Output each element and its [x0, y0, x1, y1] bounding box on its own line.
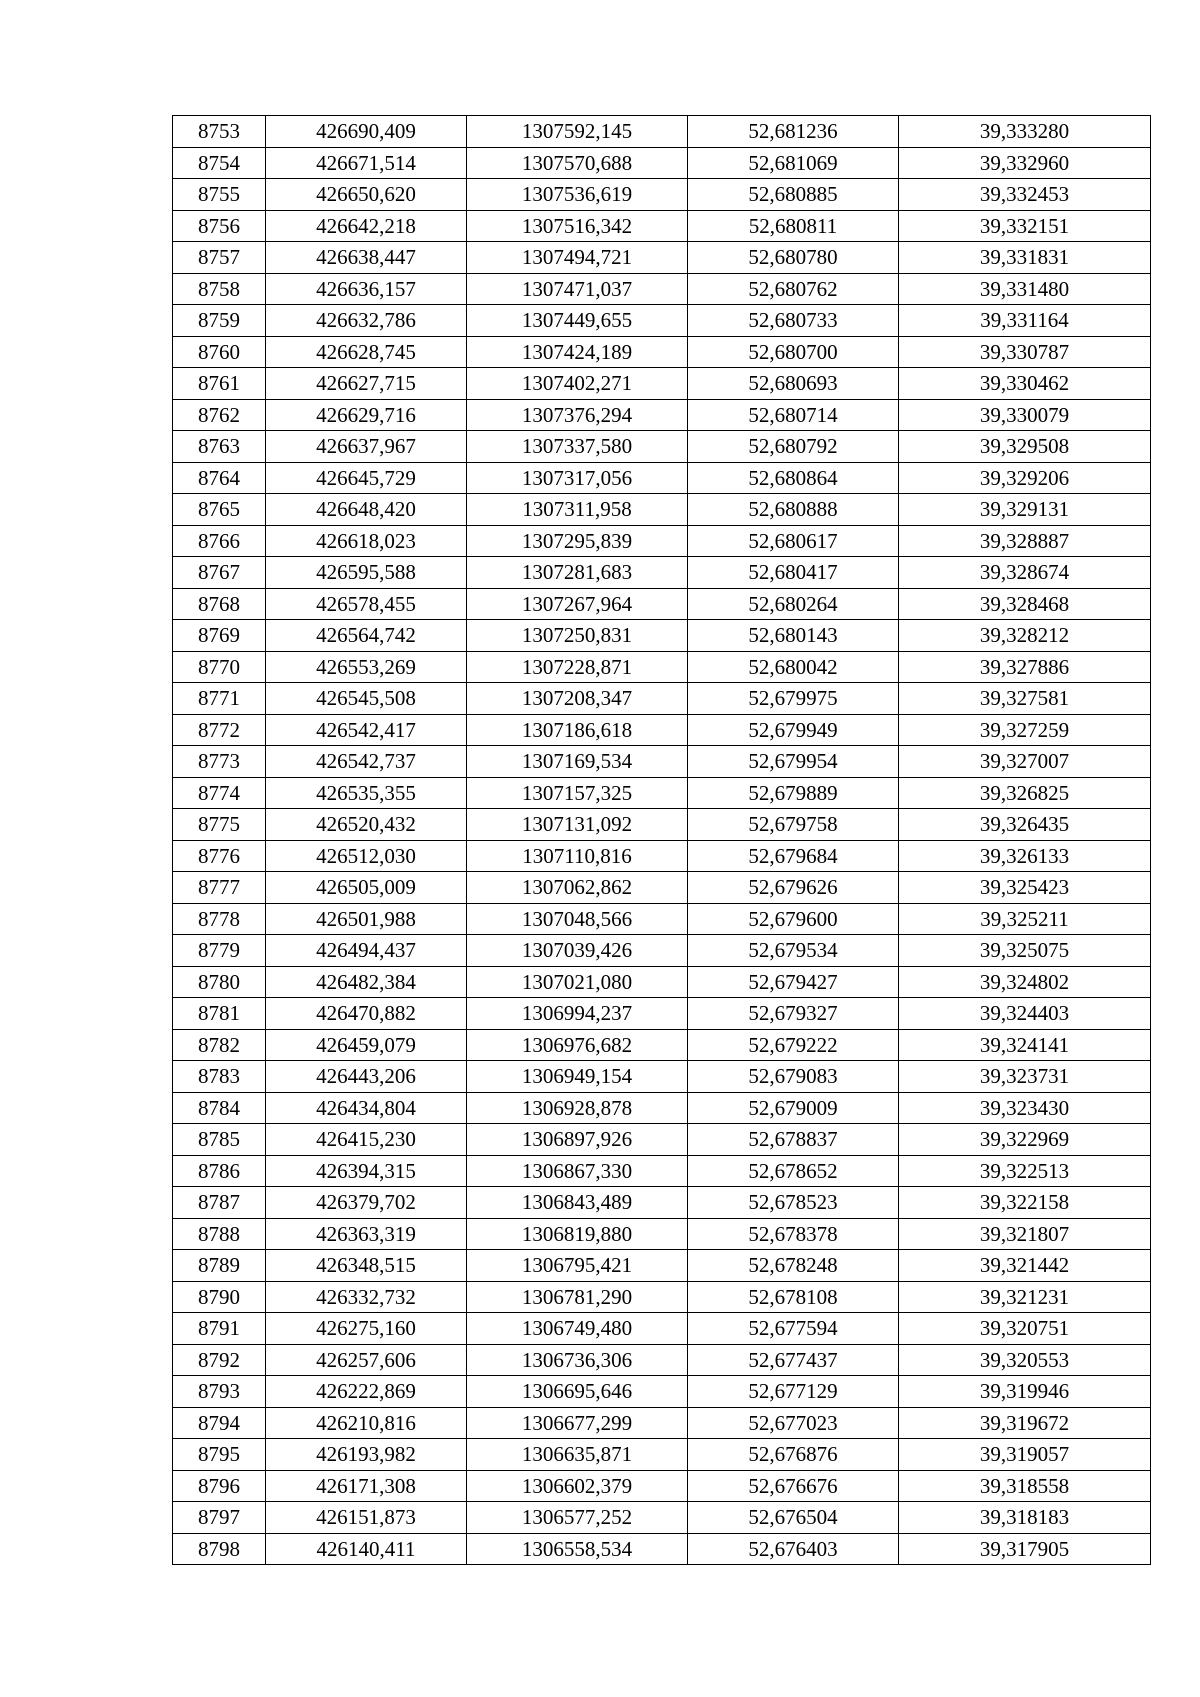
- latitude-cell: 52,679427: [688, 966, 899, 998]
- latitude-cell: 52,676876: [688, 1439, 899, 1471]
- latitude-cell: 52,680700: [688, 336, 899, 368]
- y-coordinate-cell: 1307317,056: [467, 462, 688, 494]
- longitude-cell: 39,324403: [899, 998, 1151, 1030]
- x-coordinate-cell: 426140,411: [266, 1533, 467, 1565]
- x-coordinate-cell: 426628,745: [266, 336, 467, 368]
- y-coordinate-cell: 1307592,145: [467, 116, 688, 148]
- y-coordinate-cell: 1307169,534: [467, 746, 688, 778]
- latitude-cell: 52,679327: [688, 998, 899, 1030]
- longitude-cell: 39,327007: [899, 746, 1151, 778]
- x-coordinate-cell: 426545,508: [266, 683, 467, 715]
- longitude-cell: 39,325211: [899, 903, 1151, 935]
- y-coordinate-cell: 1306749,480: [467, 1313, 688, 1345]
- point-number-cell: 8776: [173, 840, 266, 872]
- point-number-cell: 8756: [173, 210, 266, 242]
- table-row: [173, 1092, 1151, 1124]
- coordinates-table: [172, 115, 1151, 1565]
- longitude-cell: 39,327259: [899, 714, 1151, 746]
- latitude-cell: 52,680888: [688, 494, 899, 526]
- latitude-cell: 52,677594: [688, 1313, 899, 1345]
- table-row: [173, 777, 1151, 809]
- y-coordinate-cell: 1307228,871: [467, 651, 688, 683]
- point-number-cell: 8798: [173, 1533, 266, 1565]
- point-number-cell: 8787: [173, 1187, 266, 1219]
- table-row: [173, 1344, 1151, 1376]
- x-coordinate-cell: 426642,218: [266, 210, 467, 242]
- x-coordinate-cell: 426482,384: [266, 966, 467, 998]
- point-number-cell: 8792: [173, 1344, 266, 1376]
- point-number-cell: 8771: [173, 683, 266, 715]
- table-row: [173, 336, 1151, 368]
- table-row: [173, 242, 1151, 274]
- x-coordinate-cell: 426564,742: [266, 620, 467, 652]
- y-coordinate-cell: 1307131,092: [467, 809, 688, 841]
- x-coordinate-cell: 426520,432: [266, 809, 467, 841]
- x-coordinate-cell: 426257,606: [266, 1344, 467, 1376]
- x-coordinate-cell: 426459,079: [266, 1029, 467, 1061]
- point-number-cell: 8797: [173, 1502, 266, 1534]
- table-row: [173, 746, 1151, 778]
- longitude-cell: 39,332453: [899, 179, 1151, 211]
- latitude-cell: 52,680143: [688, 620, 899, 652]
- latitude-cell: 52,677129: [688, 1376, 899, 1408]
- latitude-cell: 52,680885: [688, 179, 899, 211]
- x-coordinate-cell: 426618,023: [266, 525, 467, 557]
- point-number-cell: 8793: [173, 1376, 266, 1408]
- longitude-cell: 39,331164: [899, 305, 1151, 337]
- table-row: [173, 462, 1151, 494]
- y-coordinate-cell: 1306994,237: [467, 998, 688, 1030]
- latitude-cell: 52,680714: [688, 399, 899, 431]
- point-number-cell: 8786: [173, 1155, 266, 1187]
- point-number-cell: 8795: [173, 1439, 266, 1471]
- y-coordinate-cell: 1307250,831: [467, 620, 688, 652]
- longitude-cell: 39,321807: [899, 1218, 1151, 1250]
- table-row: [173, 620, 1151, 652]
- latitude-cell: 52,679083: [688, 1061, 899, 1093]
- x-coordinate-cell: 426629,716: [266, 399, 467, 431]
- latitude-cell: 52,681069: [688, 147, 899, 179]
- point-number-cell: 8789: [173, 1250, 266, 1282]
- point-number-cell: 8758: [173, 273, 266, 305]
- point-number-cell: 8775: [173, 809, 266, 841]
- latitude-cell: 52,680864: [688, 462, 899, 494]
- table-row: [173, 1029, 1151, 1061]
- latitude-cell: 52,680762: [688, 273, 899, 305]
- longitude-cell: 39,324141: [899, 1029, 1151, 1061]
- latitude-cell: 52,678523: [688, 1187, 899, 1219]
- point-number-cell: 8757: [173, 242, 266, 274]
- longitude-cell: 39,322158: [899, 1187, 1151, 1219]
- point-number-cell: 8765: [173, 494, 266, 526]
- y-coordinate-cell: 1306635,871: [467, 1439, 688, 1471]
- x-coordinate-cell: 426434,804: [266, 1092, 467, 1124]
- longitude-cell: 39,329131: [899, 494, 1151, 526]
- latitude-cell: 52,680780: [688, 242, 899, 274]
- table-row: [173, 588, 1151, 620]
- x-coordinate-cell: 426671,514: [266, 147, 467, 179]
- longitude-cell: 39,329206: [899, 462, 1151, 494]
- latitude-cell: 52,677023: [688, 1407, 899, 1439]
- y-coordinate-cell: 1306928,878: [467, 1092, 688, 1124]
- longitude-cell: 39,330787: [899, 336, 1151, 368]
- y-coordinate-cell: 1306843,489: [467, 1187, 688, 1219]
- point-number-cell: 8754: [173, 147, 266, 179]
- point-number-cell: 8762: [173, 399, 266, 431]
- y-coordinate-cell: 1307295,839: [467, 525, 688, 557]
- longitude-cell: 39,332151: [899, 210, 1151, 242]
- x-coordinate-cell: 426151,873: [266, 1502, 467, 1534]
- table-row: [173, 872, 1151, 904]
- longitude-cell: 39,328468: [899, 588, 1151, 620]
- y-coordinate-cell: 1307449,655: [467, 305, 688, 337]
- x-coordinate-cell: 426275,160: [266, 1313, 467, 1345]
- table-row: [173, 305, 1151, 337]
- longitude-cell: 39,328887: [899, 525, 1151, 557]
- latitude-cell: 52,679889: [688, 777, 899, 809]
- y-coordinate-cell: 1307337,580: [467, 431, 688, 463]
- table-row: [173, 1061, 1151, 1093]
- latitude-cell: 52,679600: [688, 903, 899, 935]
- point-number-cell: 8781: [173, 998, 266, 1030]
- x-coordinate-cell: 426637,967: [266, 431, 467, 463]
- y-coordinate-cell: 1307110,816: [467, 840, 688, 872]
- x-coordinate-cell: 426638,447: [266, 242, 467, 274]
- latitude-cell: 52,680417: [688, 557, 899, 589]
- y-coordinate-cell: 1307494,721: [467, 242, 688, 274]
- longitude-cell: 39,328212: [899, 620, 1151, 652]
- point-number-cell: 8774: [173, 777, 266, 809]
- x-coordinate-cell: 426648,420: [266, 494, 467, 526]
- longitude-cell: 39,318183: [899, 1502, 1151, 1534]
- table-row: [173, 1439, 1151, 1471]
- latitude-cell: 52,680693: [688, 368, 899, 400]
- y-coordinate-cell: 1306781,290: [467, 1281, 688, 1313]
- y-coordinate-cell: 1307536,619: [467, 179, 688, 211]
- table-row: [173, 273, 1151, 305]
- table-row: [173, 179, 1151, 211]
- table-row: [173, 368, 1151, 400]
- table-row: [173, 147, 1151, 179]
- longitude-cell: 39,326435: [899, 809, 1151, 841]
- point-number-cell: 8760: [173, 336, 266, 368]
- table-row: [173, 1218, 1151, 1250]
- x-coordinate-cell: 426512,030: [266, 840, 467, 872]
- table-row: [173, 1281, 1151, 1313]
- latitude-cell: 52,680042: [688, 651, 899, 683]
- latitude-cell: 52,676403: [688, 1533, 899, 1565]
- table-row: [173, 1376, 1151, 1408]
- latitude-cell: 52,680792: [688, 431, 899, 463]
- latitude-cell: 52,679758: [688, 809, 899, 841]
- latitude-cell: 52,679626: [688, 872, 899, 904]
- point-number-cell: 8777: [173, 872, 266, 904]
- point-number-cell: 8769: [173, 620, 266, 652]
- y-coordinate-cell: 1306819,880: [467, 1218, 688, 1250]
- x-coordinate-cell: 426690,409: [266, 116, 467, 148]
- y-coordinate-cell: 1306795,421: [467, 1250, 688, 1282]
- table-row: [173, 1407, 1151, 1439]
- table-row: [173, 1533, 1151, 1565]
- table-row: [173, 840, 1151, 872]
- table-row: [173, 1124, 1151, 1156]
- point-number-cell: 8780: [173, 966, 266, 998]
- table-row: [173, 651, 1151, 683]
- latitude-cell: 52,679975: [688, 683, 899, 715]
- table-row: [173, 1187, 1151, 1219]
- longitude-cell: 39,326133: [899, 840, 1151, 872]
- longitude-cell: 39,325423: [899, 872, 1151, 904]
- point-number-cell: 8770: [173, 651, 266, 683]
- point-number-cell: 8768: [173, 588, 266, 620]
- longitude-cell: 39,327581: [899, 683, 1151, 715]
- latitude-cell: 52,678837: [688, 1124, 899, 1156]
- y-coordinate-cell: 1306897,926: [467, 1124, 688, 1156]
- y-coordinate-cell: 1306949,154: [467, 1061, 688, 1093]
- table-row: [173, 1155, 1151, 1187]
- longitude-cell: 39,318558: [899, 1470, 1151, 1502]
- point-number-cell: 8778: [173, 903, 266, 935]
- latitude-cell: 52,678108: [688, 1281, 899, 1313]
- latitude-cell: 52,680264: [688, 588, 899, 620]
- point-number-cell: 8794: [173, 1407, 266, 1439]
- table-row: [173, 935, 1151, 967]
- y-coordinate-cell: 1307570,688: [467, 147, 688, 179]
- table-row: [173, 1313, 1151, 1345]
- latitude-cell: 52,676676: [688, 1470, 899, 1502]
- x-coordinate-cell: 426535,355: [266, 777, 467, 809]
- table-row: [173, 966, 1151, 998]
- latitude-cell: 52,679954: [688, 746, 899, 778]
- point-number-cell: 8753: [173, 116, 266, 148]
- point-number-cell: 8772: [173, 714, 266, 746]
- longitude-cell: 39,321231: [899, 1281, 1151, 1313]
- x-coordinate-cell: 426379,702: [266, 1187, 467, 1219]
- table-row: [173, 1502, 1151, 1534]
- point-number-cell: 8779: [173, 935, 266, 967]
- latitude-cell: 52,679534: [688, 935, 899, 967]
- x-coordinate-cell: 426645,729: [266, 462, 467, 494]
- x-coordinate-cell: 426222,869: [266, 1376, 467, 1408]
- latitude-cell: 52,680811: [688, 210, 899, 242]
- y-coordinate-cell: 1307267,964: [467, 588, 688, 620]
- point-number-cell: 8759: [173, 305, 266, 337]
- longitude-cell: 39,322969: [899, 1124, 1151, 1156]
- longitude-cell: 39,330079: [899, 399, 1151, 431]
- longitude-cell: 39,321442: [899, 1250, 1151, 1282]
- x-coordinate-cell: 426627,715: [266, 368, 467, 400]
- latitude-cell: 52,678378: [688, 1218, 899, 1250]
- table-row: [173, 399, 1151, 431]
- y-coordinate-cell: 1307471,037: [467, 273, 688, 305]
- table-row: [173, 210, 1151, 242]
- latitude-cell: 52,678652: [688, 1155, 899, 1187]
- longitude-cell: 39,319946: [899, 1376, 1151, 1408]
- x-coordinate-cell: 426542,417: [266, 714, 467, 746]
- table-row: [173, 714, 1151, 746]
- y-coordinate-cell: 1306602,379: [467, 1470, 688, 1502]
- x-coordinate-cell: 426595,588: [266, 557, 467, 589]
- point-number-cell: 8783: [173, 1061, 266, 1093]
- table-row: [173, 903, 1151, 935]
- y-coordinate-cell: 1307311,958: [467, 494, 688, 526]
- y-coordinate-cell: 1307062,862: [467, 872, 688, 904]
- latitude-cell: 52,679949: [688, 714, 899, 746]
- latitude-cell: 52,677437: [688, 1344, 899, 1376]
- y-coordinate-cell: 1307402,271: [467, 368, 688, 400]
- y-coordinate-cell: 1306558,534: [467, 1533, 688, 1565]
- table-row: [173, 525, 1151, 557]
- longitude-cell: 39,319057: [899, 1439, 1151, 1471]
- point-number-cell: 8790: [173, 1281, 266, 1313]
- y-coordinate-cell: 1307208,347: [467, 683, 688, 715]
- longitude-cell: 39,332960: [899, 147, 1151, 179]
- point-number-cell: 8763: [173, 431, 266, 463]
- point-number-cell: 8755: [173, 179, 266, 211]
- y-coordinate-cell: 1306867,330: [467, 1155, 688, 1187]
- latitude-cell: 52,676504: [688, 1502, 899, 1534]
- y-coordinate-cell: 1306577,252: [467, 1502, 688, 1534]
- x-coordinate-cell: 426501,988: [266, 903, 467, 935]
- latitude-cell: 52,681236: [688, 116, 899, 148]
- table-row: [173, 116, 1151, 148]
- longitude-cell: 39,329508: [899, 431, 1151, 463]
- longitude-cell: 39,325075: [899, 935, 1151, 967]
- x-coordinate-cell: 426636,157: [266, 273, 467, 305]
- y-coordinate-cell: 1306736,306: [467, 1344, 688, 1376]
- latitude-cell: 52,679684: [688, 840, 899, 872]
- y-coordinate-cell: 1307516,342: [467, 210, 688, 242]
- point-number-cell: 8796: [173, 1470, 266, 1502]
- x-coordinate-cell: 426578,455: [266, 588, 467, 620]
- longitude-cell: 39,319672: [899, 1407, 1151, 1439]
- y-coordinate-cell: 1306976,682: [467, 1029, 688, 1061]
- longitude-cell: 39,324802: [899, 966, 1151, 998]
- table-row: [173, 494, 1151, 526]
- table-row: [173, 1250, 1151, 1282]
- x-coordinate-cell: 426415,230: [266, 1124, 467, 1156]
- x-coordinate-cell: 426171,308: [266, 1470, 467, 1502]
- x-coordinate-cell: 426193,982: [266, 1439, 467, 1471]
- table-row: [173, 998, 1151, 1030]
- x-coordinate-cell: 426394,315: [266, 1155, 467, 1187]
- x-coordinate-cell: 426332,732: [266, 1281, 467, 1313]
- point-number-cell: 8782: [173, 1029, 266, 1061]
- longitude-cell: 39,331831: [899, 242, 1151, 274]
- y-coordinate-cell: 1307048,566: [467, 903, 688, 935]
- x-coordinate-cell: 426210,816: [266, 1407, 467, 1439]
- x-coordinate-cell: 426443,206: [266, 1061, 467, 1093]
- x-coordinate-cell: 426494,437: [266, 935, 467, 967]
- point-number-cell: 8761: [173, 368, 266, 400]
- longitude-cell: 39,327886: [899, 651, 1151, 683]
- table-row: [173, 557, 1151, 589]
- latitude-cell: 52,679009: [688, 1092, 899, 1124]
- longitude-cell: 39,323731: [899, 1061, 1151, 1093]
- longitude-cell: 39,326825: [899, 777, 1151, 809]
- x-coordinate-cell: 426542,737: [266, 746, 467, 778]
- latitude-cell: 52,680617: [688, 525, 899, 557]
- point-number-cell: 8764: [173, 462, 266, 494]
- table-row: [173, 1470, 1151, 1502]
- coordinates-table-body: [173, 116, 1151, 1565]
- y-coordinate-cell: 1307021,080: [467, 966, 688, 998]
- y-coordinate-cell: 1307281,683: [467, 557, 688, 589]
- y-coordinate-cell: 1307376,294: [467, 399, 688, 431]
- latitude-cell: 52,678248: [688, 1250, 899, 1282]
- point-number-cell: 8788: [173, 1218, 266, 1250]
- x-coordinate-cell: 426470,882: [266, 998, 467, 1030]
- x-coordinate-cell: 426348,515: [266, 1250, 467, 1282]
- point-number-cell: 8773: [173, 746, 266, 778]
- longitude-cell: 39,330462: [899, 368, 1151, 400]
- x-coordinate-cell: 426505,009: [266, 872, 467, 904]
- x-coordinate-cell: 426632,786: [266, 305, 467, 337]
- point-number-cell: 8785: [173, 1124, 266, 1156]
- x-coordinate-cell: 426553,269: [266, 651, 467, 683]
- latitude-cell: 52,679222: [688, 1029, 899, 1061]
- longitude-cell: 39,320751: [899, 1313, 1151, 1345]
- longitude-cell: 39,322513: [899, 1155, 1151, 1187]
- x-coordinate-cell: 426363,319: [266, 1218, 467, 1250]
- longitude-cell: 39,331480: [899, 273, 1151, 305]
- table-row: [173, 683, 1151, 715]
- y-coordinate-cell: 1306695,646: [467, 1376, 688, 1408]
- point-number-cell: 8767: [173, 557, 266, 589]
- longitude-cell: 39,333280: [899, 116, 1151, 148]
- latitude-cell: 52,680733: [688, 305, 899, 337]
- point-number-cell: 8784: [173, 1092, 266, 1124]
- y-coordinate-cell: 1307186,618: [467, 714, 688, 746]
- y-coordinate-cell: 1307157,325: [467, 777, 688, 809]
- longitude-cell: 39,323430: [899, 1092, 1151, 1124]
- point-number-cell: 8766: [173, 525, 266, 557]
- y-coordinate-cell: 1307039,426: [467, 935, 688, 967]
- y-coordinate-cell: 1306677,299: [467, 1407, 688, 1439]
- table-row: [173, 431, 1151, 463]
- y-coordinate-cell: 1307424,189: [467, 336, 688, 368]
- x-coordinate-cell: 426650,620: [266, 179, 467, 211]
- point-number-cell: 8791: [173, 1313, 266, 1345]
- longitude-cell: 39,320553: [899, 1344, 1151, 1376]
- longitude-cell: 39,328674: [899, 557, 1151, 589]
- table-row: [173, 809, 1151, 841]
- longitude-cell: 39,317905: [899, 1533, 1151, 1565]
